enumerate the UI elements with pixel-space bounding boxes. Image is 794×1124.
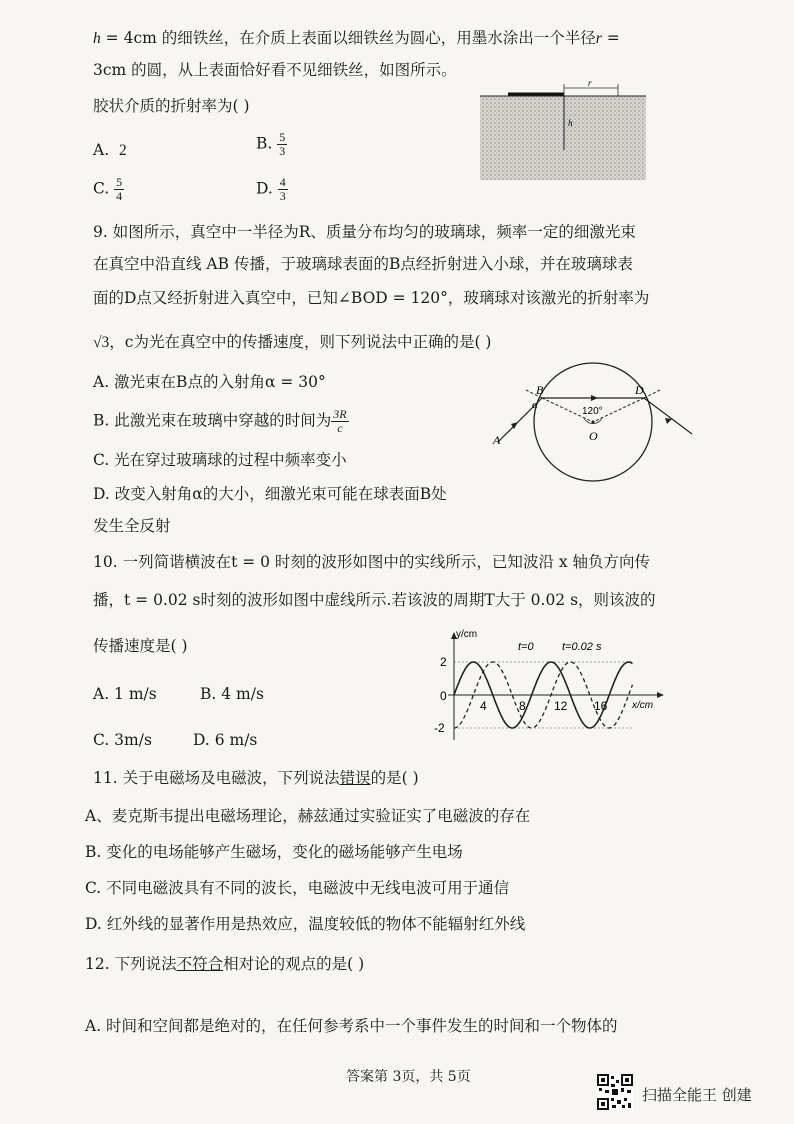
q8-option-b: B. $\frac{5}{3}$	[256, 130, 286, 158]
y-tick-2: 2	[440, 655, 447, 669]
label-t002: t=0.02 s	[562, 641, 602, 653]
q11-stem: 11. 关于电磁场及电磁波，下列说法错误的是( )	[93, 769, 419, 787]
q9-line4: √3，c为光在真空中的传播速度，则下列说法中正确的是( )	[93, 333, 492, 351]
page-footer: 答案第 3页，共 5页	[346, 1069, 471, 1085]
q10-line1: 10. 一列简谐横波在t = 0 时刻的波形如图中的实线所示，已知波沿 x 轴负方向传	[93, 553, 651, 571]
q8-option-d: D. $\frac{4}{3}$	[256, 175, 286, 203]
q9-option-a: A. 激光束在B点的入射角α = 30°	[93, 373, 326, 391]
q10-line2: 播，t = 0.02 s时刻的波形如图中虚线所示.若该波的周期T大于 0.02 s，则该波的	[93, 591, 656, 609]
q8-line1: h = 4cm 的细铁丝，在介质上表面以细铁丝为圆心，用墨水涂出一个半径r =	[93, 29, 620, 47]
q9-option-b: B. 此激光束在玻璃中穿越的时间为 $\frac{3R}{c}$	[93, 407, 347, 435]
r-label: r	[588, 78, 592, 88]
y-tick-neg2: -2	[434, 721, 445, 735]
x-tick-12: 12	[554, 699, 568, 713]
y-tick-0: 0	[440, 689, 447, 703]
q10-option-c: C. 3m/s	[93, 731, 152, 749]
scanner-watermark: 扫描全能王 创建	[642, 1086, 752, 1104]
label-t0: t=0	[518, 641, 534, 653]
q8-medium-figure	[478, 78, 648, 182]
q10-line3: 传播速度是( )	[93, 637, 188, 655]
q9-option-d-cont: 发生全反射	[93, 517, 171, 535]
q8-option-a: A. 2	[93, 141, 127, 159]
q8-stem: 胶状介质的折射率为( )	[93, 97, 250, 115]
medium-block	[480, 96, 646, 180]
y-axis-label: y/cm	[456, 629, 478, 640]
q8-line2: 3cm 的圆，从上表面恰好看不见细铁丝，如图所示。	[93, 61, 457, 79]
q10-wave-graph	[432, 626, 666, 742]
label-b: B	[536, 383, 544, 397]
q12-option-a: A. 时间和空间都是绝对的，在任何参考系中一个事件发生的时间和一个物体的	[85, 1017, 618, 1035]
q11-option-a: A、麦克斯韦提出电磁场理论，赫兹通过实验证实了电磁波的存在	[85, 807, 531, 825]
normal-d	[644, 390, 660, 398]
q9-option-c: C. 光在穿过玻璃球的过程中频率变小	[93, 451, 347, 469]
label-a: A	[493, 433, 501, 447]
x-axis-label: x/cm	[632, 700, 654, 711]
q9-line3: 面的D点又经折射进入真空中，已知∠BOD = 120°，玻璃球对该激光的折射率为	[93, 289, 650, 307]
x-tick-4: 4	[480, 699, 487, 713]
q11-option-c: C. 不同电磁波具有不同的波长，电磁波中无线电波可用于通信	[85, 879, 510, 897]
q10-option-b: B. 4 m/s	[200, 685, 264, 703]
qr-code-icon	[597, 1074, 633, 1110]
x-tick-16: 16	[594, 699, 608, 713]
label-o: O	[589, 429, 598, 443]
label-alpha: α	[532, 399, 538, 411]
q9-glass-ball-figure	[490, 358, 700, 490]
q11-option-b: B. 变化的电场能够产生磁场，变化的磁场能够产生电场	[85, 843, 463, 861]
h-label: h	[568, 118, 573, 128]
label-angle: 120°	[582, 406, 603, 417]
q9-line2: 在真空中沿直线 AB 传播，于玻璃球表面的B点经折射进入小球，并在玻璃球表	[93, 255, 633, 273]
label-d: D	[635, 383, 644, 397]
q9-line1: 9. 如图所示，真空中一半径为R、质量分布均匀的玻璃球，频率一定的细激光束	[93, 223, 636, 241]
q10-option-d: D. 6 m/s	[193, 731, 258, 749]
x-tick-8: 8	[519, 699, 526, 713]
q10-option-a: A. 1 m/s	[93, 685, 157, 703]
q9-option-d: D. 改变入射角α的大小，细激光束可能在球表面B处	[93, 485, 447, 503]
q8-option-c: C. $\frac{5}{4}$	[93, 175, 123, 203]
q12-stem: 12. 下列说法不符合相对论的观点的是( )	[85, 955, 365, 973]
q11-option-d: D. 红外线的显著作用是热效应，温度较低的物体不能辐射红外线	[85, 915, 526, 933]
